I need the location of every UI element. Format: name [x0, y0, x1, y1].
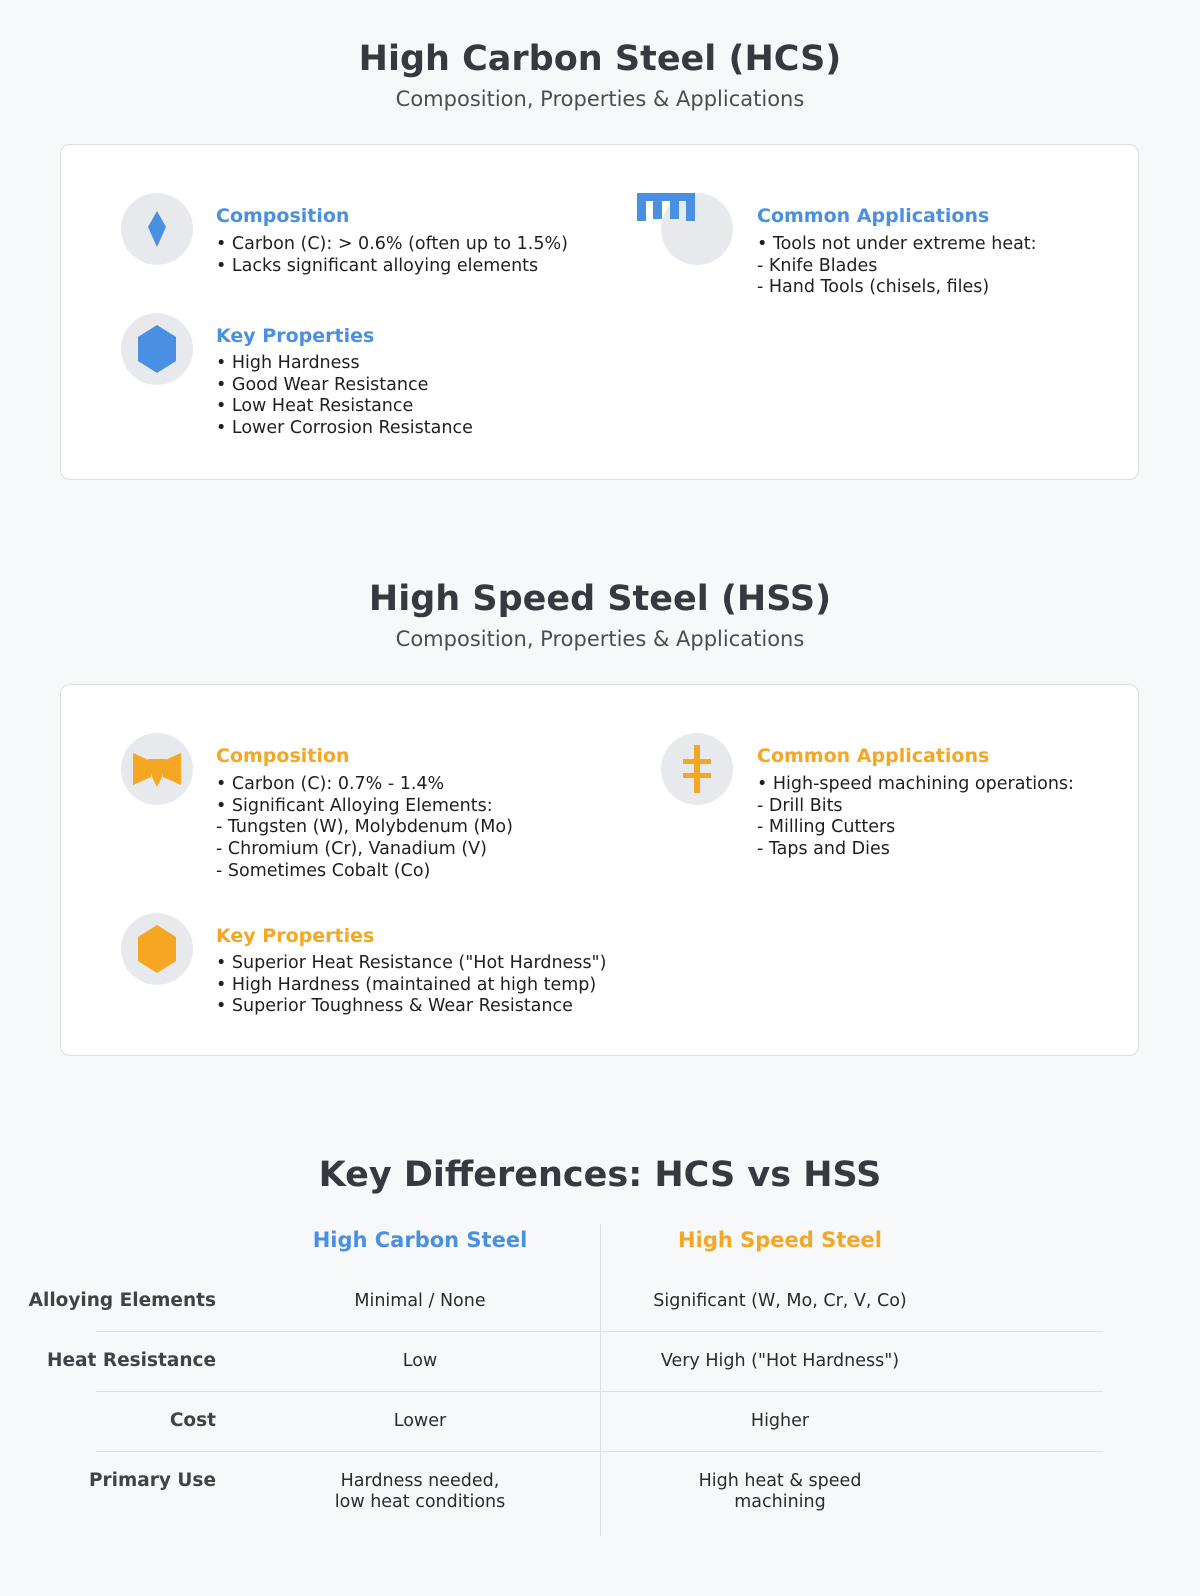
- hcs-properties-title: Key Properties: [216, 325, 375, 347]
- hss-applications-line: - Milling Cutters: [757, 817, 896, 838]
- hcs-properties-list: [216, 353, 473, 440]
- hcs-applications-line: - Hand Tools (chisels, files): [757, 277, 990, 298]
- comparison-header-hss: High Speed Steel: [678, 1228, 882, 1252]
- hexagon-icon: [121, 313, 193, 385]
- row-divider: [96, 1451, 1103, 1452]
- comparison-cell-hcs: [240, 1351, 600, 1372]
- hss-composition-icon-circle: [121, 733, 193, 805]
- hss-applications-line: - Drill Bits: [757, 795, 843, 816]
- cell-line: Lower: [393, 1411, 447, 1431]
- comparison-cell-hcs: [240, 1291, 600, 1312]
- hcs-composition-line: • Carbon (C): > 0.6% (often up to 1.5%): [216, 234, 568, 254]
- hss-composition-line: • Significant Alloying Elements:: [216, 795, 493, 816]
- diamond-icon: [121, 193, 193, 265]
- comparison-cell-hcs: [240, 1411, 600, 1432]
- hss-composition-title: Composition: [216, 745, 350, 767]
- cell-line: Hardness needed,: [340, 1471, 500, 1491]
- hcs-applications-line: • Tools not under extreme heat:: [757, 234, 1037, 254]
- hcs-properties-line: • High Hardness: [216, 353, 360, 373]
- cell-line: Low: [402, 1351, 438, 1371]
- hss-applications-line: • High-speed machining operations:: [757, 774, 1074, 794]
- hss-applications-line: - Taps and Dies: [757, 839, 890, 860]
- drill-bit-icon: [661, 733, 733, 805]
- hcs-composition-list: [216, 234, 568, 277]
- hcs-composition-icon-circle: [121, 193, 193, 265]
- comparison-header-hcs: High Carbon Steel: [312, 1228, 528, 1252]
- hss-composition-line: - Sometimes Cobalt (Co): [216, 860, 431, 881]
- comparison-row-label: Heat Resistance: [47, 1350, 216, 1371]
- row-divider: [96, 1391, 1103, 1392]
- comb-tool-icon: [637, 193, 697, 225]
- comparison-row-label: Alloying Elements: [28, 1290, 216, 1311]
- row-divider: [96, 1331, 1103, 1332]
- comparison-cell-hss: [600, 1291, 960, 1312]
- hss-card: [60, 684, 1139, 1056]
- cell-line: Very High ("Hot Hardness"): [660, 1351, 900, 1371]
- hcs-properties-line: • Lower Corrosion Resistance: [216, 418, 473, 439]
- cell-line: Significant (W, Mo, Cr, V, Co): [653, 1291, 907, 1311]
- cell-line: machining: [734, 1492, 826, 1512]
- hss-properties-title: Key Properties: [216, 925, 375, 947]
- comparison-row-label: Primary Use: [89, 1470, 216, 1491]
- hcs-composition-title: Composition: [216, 205, 350, 227]
- hss-applications-title: Common Applications: [757, 745, 990, 767]
- hss-applications-list: [757, 774, 1074, 861]
- hcs-title: High Carbon Steel (HCS): [358, 39, 842, 79]
- hcs-card: [60, 144, 1139, 480]
- hss-composition-line: - Tungsten (W), Molybdenum (Mo): [216, 817, 513, 838]
- hss-properties-line: • Superior Heat Resistance ("Hot Hardness"): [216, 953, 607, 973]
- cell-line: Minimal / None: [354, 1291, 486, 1311]
- hss-composition-line: • Carbon (C): 0.7% - 1.4%: [216, 774, 445, 794]
- hcs-properties-line: • Low Heat Resistance: [216, 396, 414, 417]
- hss-properties-icon-circle: [121, 913, 193, 985]
- comparison-cell-hcs: [240, 1471, 600, 1513]
- hexagon-icon: [121, 913, 193, 985]
- hss-composition-list: [216, 774, 513, 883]
- comparison-cell-hss: [600, 1471, 960, 1513]
- hss-properties-line: • High Hardness (maintained at high temp): [216, 974, 597, 995]
- hss-title: High Speed Steel (HSS): [368, 579, 832, 619]
- comparison-row-label: Cost: [169, 1410, 216, 1431]
- hss-subtitle: Composition, Properties & Applications: [395, 627, 805, 651]
- cell-line: High heat & speed: [698, 1471, 862, 1491]
- hcs-applications-list: [757, 234, 1037, 299]
- comparison-cell-hss: [600, 1411, 960, 1432]
- hcs-subtitle: Composition, Properties & Applications: [395, 87, 805, 111]
- hcs-properties-icon-circle: [121, 313, 193, 385]
- hss-composition-line: - Chromium (Cr), Vanadium (V): [216, 839, 487, 860]
- bowtie-icon: [121, 733, 193, 805]
- cell-line: low heat conditions: [334, 1492, 506, 1512]
- hss-applications-icon-circle: [661, 733, 733, 805]
- cell-line: Higher: [750, 1411, 810, 1431]
- hss-properties-list: [216, 953, 606, 1018]
- comparison-title: Key Differences: HCS vs HSS: [318, 1155, 882, 1195]
- hcs-properties-line: • Good Wear Resistance: [216, 374, 429, 395]
- hcs-composition-line: • Lacks significant alloying elements: [216, 255, 539, 276]
- hcs-applications-title: Common Applications: [757, 205, 990, 227]
- comparison-cell-hss: [600, 1351, 960, 1372]
- hss-properties-line: • Superior Toughness & Wear Resistance: [216, 996, 573, 1017]
- hcs-applications-line: - Knife Blades: [757, 255, 878, 276]
